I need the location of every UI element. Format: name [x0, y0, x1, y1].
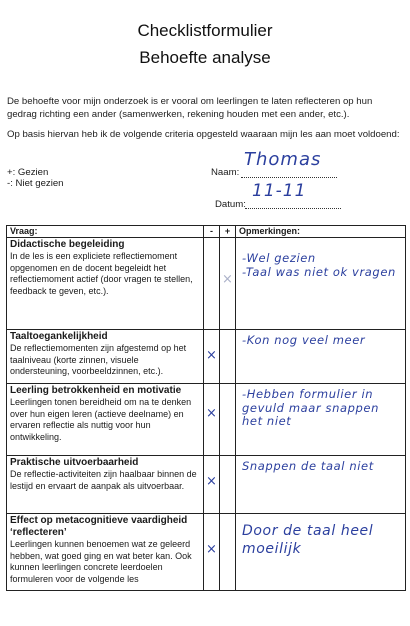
criterion-description: In de les is een expliciete reflectiemoment opgenomen en de docent begeleidt het reflectiemoment actief (door vragen te stellen, feedback te geven, etc.). — [10, 251, 193, 296]
table-row — [7, 456, 406, 514]
table-row — [7, 514, 406, 591]
name-dotted-line — [241, 177, 337, 178]
header-minus: - — [204, 226, 220, 238]
criterion-description: Leerlingen tonen bereidheid om na te denken over hun eigen leren (actieve deelname) en ervaren reflectie als nuttig voor hun ontwikkeling. — [10, 397, 192, 442]
minus-cell — [204, 238, 220, 330]
criterion-title: Leerling betrokkenheid en motivatie — [10, 385, 182, 396]
header-question: Vraag: — [7, 226, 204, 238]
table-row — [7, 384, 406, 456]
remark-cell — [236, 384, 406, 456]
criterion-title: Taaltoegankelijkheid — [10, 331, 108, 342]
minus-cell — [204, 514, 220, 591]
criterion-title: Effect op metacognitieve vaardigheid ‘reflecteren’ — [10, 515, 188, 538]
minus-mark: × — [206, 474, 217, 489]
table-row — [7, 238, 406, 330]
criterion-cell — [7, 456, 204, 514]
criterion-description: Leerlingen kunnen benoemen wat ze geleerd hebben, wat goed ging en wat beter kan. Ook kunnen leerlingen concrete leerdoelen formuleren voor de volgende les — [10, 539, 192, 584]
remark-handwritten: -Wel gezien -Taal was niet ok vragen — [242, 251, 396, 279]
criterion-cell — [7, 238, 204, 330]
plus-cell — [220, 238, 236, 330]
name-handwritten-value: Thomas — [244, 149, 322, 170]
criterion-cell — [7, 330, 204, 384]
remark-cell — [236, 238, 406, 330]
criterion-title: Didactische begeleiding — [10, 239, 125, 250]
remark-handwritten: Door de taal heel moeilijk — [242, 523, 374, 557]
header-remarks: Opmerkingen: — [236, 226, 406, 238]
remark-cell — [236, 514, 406, 591]
remark-cell — [236, 456, 406, 514]
minus-cell — [204, 330, 220, 384]
plus-cell — [220, 456, 236, 514]
criterion-cell — [7, 384, 204, 456]
plus-mark: × — [222, 272, 233, 287]
intro-paragraph-2: Op basis hiervan heb ik de volgende criteria opgesteld waaraan mijn les aan moet voldoend: — [7, 129, 400, 140]
minus-cell — [204, 384, 220, 456]
plus-cell — [220, 384, 236, 456]
criterion-description: De reflectie-activiteiten zijn haalbaar binnen de lestijd en ervaart de aanpak als uitvoerbaar. — [10, 469, 197, 491]
table-row — [7, 330, 406, 384]
criterion-title: Praktische uitvoerbaarheid — [10, 457, 139, 468]
date-dotted-line — [245, 208, 341, 209]
page-title-line1: Checklistformulier — [137, 21, 273, 40]
legend-plus: +: Gezien — [7, 167, 49, 178]
remark-handwritten: -Kon nog veel meer — [242, 333, 366, 347]
plus-cell — [220, 514, 236, 591]
minus-mark: × — [206, 542, 217, 557]
header-plus: + — [220, 226, 236, 238]
date-label: Datum: — [215, 199, 246, 210]
name-label: Naam: — [211, 167, 240, 178]
criterion-cell — [7, 514, 204, 591]
plus-cell — [220, 330, 236, 384]
table-header-row — [7, 226, 406, 238]
minus-mark: × — [206, 348, 217, 363]
intro-paragraph-1: De behoefte voor mijn onderzoek is er vooral om leerlingen te laten reflecteren op hun gedrag richting een ander (samenwerken, rekening houden met een ander, etc.). — [7, 96, 373, 120]
criterion-description: De reflectiemomenten zijn afgestemd op het taalniveau (korte zinnen, visuele ondersteuning, voorbeeldzinnen, etc.). — [10, 343, 187, 377]
criteria-table — [6, 225, 406, 591]
remark-handwritten: Snappen de taal niet — [242, 459, 374, 473]
minus-mark: × — [206, 406, 217, 421]
page-title-line2: Behoefte analyse — [139, 48, 271, 67]
minus-cell — [204, 456, 220, 514]
legend-minus: -: Niet gezien — [7, 178, 64, 189]
date-handwritten-value: 11-11 — [252, 181, 307, 201]
remark-cell — [236, 330, 406, 384]
remark-handwritten: -Hebben formulier in gevuld maar snappen het niet — [242, 387, 379, 428]
